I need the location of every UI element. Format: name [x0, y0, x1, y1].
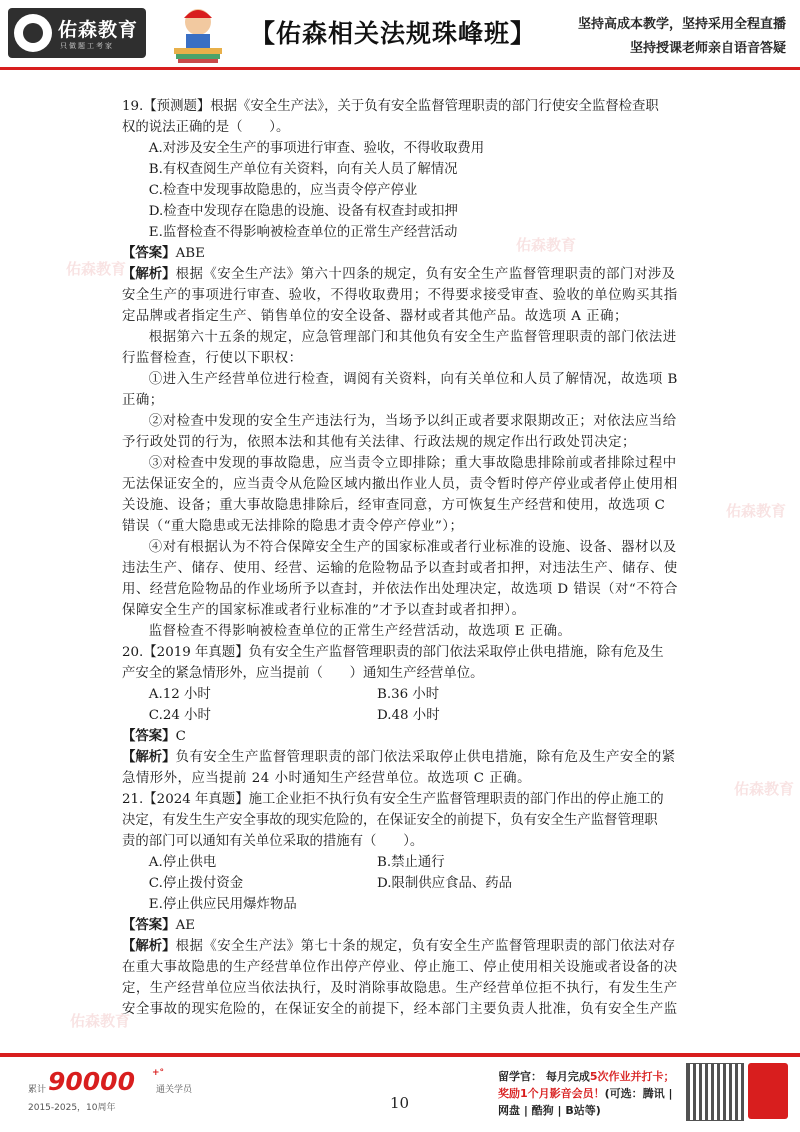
option-row [122, 705, 688, 726]
promo-line-3: 网盘 | 酷狗 | B站等) [498, 1104, 601, 1117]
header-divider [0, 67, 800, 70]
option-row [122, 852, 688, 873]
analysis-line: 违法生产、储存、使用、经营、运输的危险物品予以查封或者扣押，对违法生产、储存、使 [122, 561, 678, 576]
question-stem: 责的部门可以通知有关单位采取的措施有（ ）。 [122, 834, 424, 849]
answer-option: E.监督检查不得影响被检查单位的正常生产经营活动 [148, 225, 458, 240]
question-stem: 决定，有发生生产安全事故的现实危险的，在保证安全的前提下，负有安全生产监督管理职 [122, 813, 658, 828]
answer-option: A.停止供电 [148, 855, 217, 870]
page-number: 10 [390, 1094, 410, 1112]
question-stem: 19.【预测题】根据《安全生产法》，关于负有安全监督管理职责的部门行使安全监督检查职 [122, 99, 659, 114]
page-content [122, 96, 688, 1020]
answer-line [122, 915, 688, 936]
page-header [0, 0, 800, 82]
analysis-line: 关设施、设备；重大事故隐患排除后，经审查同意，方可恢复生产经营和使用，故选项 C [122, 498, 666, 513]
option-row [122, 684, 688, 705]
stats-suffix: 通关学员 [156, 1085, 193, 1095]
question-stem: 21.【2024 年真题】施工企业拒不执行负有安全生产监督管理职责的部门作出的停止施工的 [122, 792, 664, 807]
analysis-line: 予行政处罚的行为，依照本法和其他有关法律、行政法规的规定作出行政处罚决定； [122, 435, 636, 450]
promo-line-1: 留学官： 每月完成5次作业并打卡； [498, 1070, 675, 1083]
watermark: 佑森教育 [70, 1012, 131, 1030]
brand-emblem-icon [14, 14, 52, 52]
analysis-line: 无法保证安全的，应当责令从危险区域内撤出作业人员，责令暂时停产停业或者停止使用相 [122, 477, 678, 492]
brand-name: 佑森教育 [58, 19, 139, 41]
answer-option: D.限制供应食品、药品 [377, 876, 513, 891]
answer-value: C [175, 729, 186, 744]
analysis-line: 用、经营危险物品的作业场所予以查封，并依法作出处理决定，故选项 D 错误（对“不符合 [122, 582, 678, 597]
analysis-line: 定品牌或者指定生产、销售单位的安全设备、器材或者其他产品。故选项 A 正确； [122, 309, 628, 324]
answer-option: A.对涉及安全生产的事项进行审查、验收，不得收取费用 [148, 141, 485, 156]
watermark: 佑森教育 [66, 260, 127, 278]
analysis-label: 【解析】 [122, 749, 176, 765]
stats-prefix: 累计 [28, 1085, 47, 1095]
analysis-line: ③对检查中发现的事故隐患，应当责令立即排除；重大事故隐患排除前或者排除过程中 [148, 456, 677, 471]
stats-plus: +° [152, 1068, 165, 1078]
analysis-label: 【解析】 [122, 938, 176, 954]
answer-option: D.检查中发现存在隐患的设施、设备有权查封或扣押 [148, 204, 458, 219]
analysis-line: 在重大事故隐患的生产经营单位作出停产停业、停止施工、停止使用相关设施或者设备的决 [122, 960, 678, 975]
answer-line [122, 726, 688, 747]
analysis-line: 错误（“重大隐患或无法排除的隐患才责令停产停业”）； [122, 519, 464, 534]
stats-years: 2015-2025，10周年 [28, 1103, 116, 1113]
slogan-line-1: 坚持高成本教学，坚持采用全程直播 [577, 17, 786, 32]
answer-option: E.停止供应民用爆炸物品 [148, 897, 297, 912]
brand-logo [8, 8, 146, 58]
analysis-line: 【解析】负有安全生产监督管理职责的部门依法采取停止供电措施，除有危及生产安全的紧 [122, 749, 676, 765]
answer-option: B.有权查阅生产单位有关资料，向有关人员了解情况 [148, 162, 458, 177]
slogan-line-2: 坚持授课老师亲自语音答疑 [629, 41, 786, 56]
answer-option: B.禁止通行 [377, 855, 445, 870]
answer-option: B.36 小时 [377, 687, 440, 702]
analysis-line: 安全事故的现实危险的，在保证安全的前提下，经本部门主要负责人批准，负有安全生产监 [122, 1002, 678, 1017]
answer-option: D.48 小时 [377, 708, 440, 723]
analysis-line: 行监督检查，行使以下职权： [122, 351, 303, 366]
watermark: 佑森教育 [726, 502, 787, 520]
analysis-line: ②对检查中发现的安全生产违法行为，当场予以纠正或者要求限期改正；对依法应当给 [148, 414, 677, 429]
watermark: 佑森教育 [734, 780, 795, 798]
analysis-line: 监督检查不得影响被检查单位的正常生产经营活动，故选项 E 正确。 [148, 624, 572, 639]
mascot-reading-icon [164, 4, 232, 64]
answer-option: A.12 小时 [148, 687, 211, 702]
course-title: 【佑森相关法规珠峰班】 [250, 19, 537, 48]
promo-badge-icon [748, 1063, 788, 1119]
promo-line-2: 奖励1个月影音会员！(可选：腾讯 | [498, 1087, 673, 1100]
analysis-line: 安全生产的事项进行审查、验收，不得收取费用；不得要求接受审查、验收的单位购买其指 [122, 288, 678, 303]
answer-label: 【答案】 [122, 917, 176, 933]
analysis-line: ①进入生产经营单位进行检查，调阅有关资料，向有关单位和人员了解情况，故选项 B [148, 372, 678, 387]
analysis-line: 定，生产经营单位应当依法执行，及时消除事故隐患。生产经营单位拒不执行，有发生生产 [122, 981, 678, 996]
answer-option: C.检查中发现事故隐患的，应当责令停产停业 [148, 183, 418, 198]
analysis-line: 【解析】根据《安全生产法》第六十四条的规定，负有安全生产监督管理职责的部门对涉及 [122, 266, 676, 282]
option-row [122, 873, 688, 894]
answer-value: AE [175, 918, 196, 933]
question-stem: 产安全的紧急情形外，应当提前（ ）通知生产经营单位。 [122, 666, 484, 681]
question-stem: 权的说法正确的是（ ）。 [122, 120, 290, 135]
watermark: 佑森教育 [516, 236, 577, 254]
question-stem: 20.【2019 年真题】负有安全生产监督管理职责的部门依法采取停止供电措施，除有危及生 [122, 645, 664, 660]
analysis-line: 根据第六十五条的规定，应急管理部门和其他负有安全生产监督管理职责的部门依法进 [148, 330, 677, 345]
brand-tagline: 只做题工考家 [60, 42, 114, 50]
answer-line [122, 243, 688, 264]
qr-code-icon [686, 1063, 744, 1121]
answer-option: C.停止拨付资金 [148, 876, 244, 891]
answer-option: C.24 小时 [148, 708, 211, 723]
analysis-line: 【解析】根据《安全生产法》第七十条的规定，负有安全生产监督管理职责的部门依法对存 [122, 938, 676, 954]
analysis-line: ④对有根据认为不符合保障安全生产的国家标准或者行业标准的设施、设备、器材以及 [148, 540, 677, 555]
stats-number: 90000 [48, 1067, 135, 1096]
analysis-line: 保障安全生产的国家标准或者行业标准的”才予以查封或者扣押）。 [122, 603, 526, 618]
analysis-label: 【解析】 [122, 266, 176, 282]
answer-label: 【答案】 [122, 245, 176, 261]
analysis-line: 急情形外，应当提前 24 小时通知生产经营单位。故选项 C 正确。 [122, 771, 531, 786]
footer-divider [0, 1053, 800, 1057]
answer-label: 【答案】 [122, 728, 176, 744]
analysis-line: 正确； [122, 393, 164, 408]
answer-value: ABE [175, 246, 205, 261]
